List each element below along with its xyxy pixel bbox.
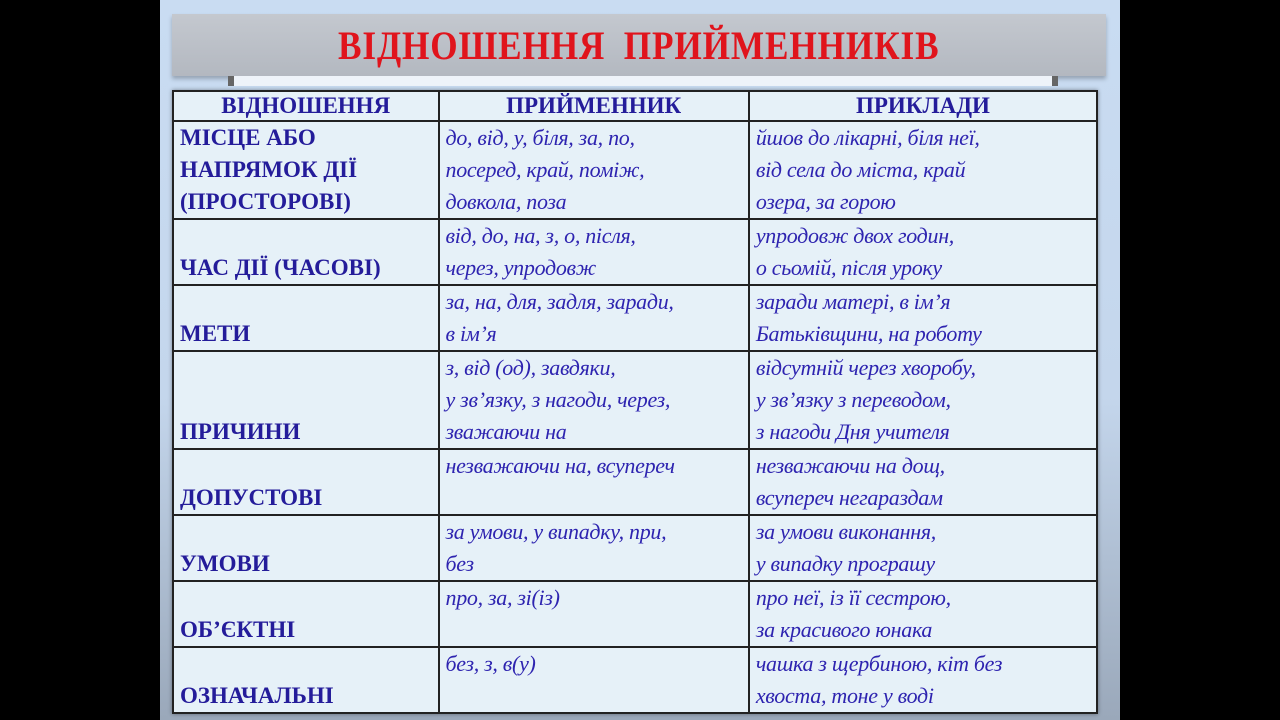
- table-row: [173, 285, 1097, 351]
- cell-line: з, від (од), завдяки,: [445, 355, 616, 380]
- header-examples: ПРИКЛАДИ: [749, 91, 1097, 121]
- preposition-cell: [439, 581, 749, 647]
- relation-cell: [173, 515, 439, 581]
- table-row: [173, 581, 1097, 647]
- cell-line: ДОПУСТОВІ: [180, 485, 323, 510]
- cell-line: ЧАС ДІЇ (ЧАСОВІ): [180, 255, 381, 280]
- cell-line: всупереч негараздам: [755, 485, 943, 510]
- cell-line: без, з, в(у): [445, 651, 536, 676]
- example-cell: [749, 285, 1097, 351]
- cell-line: незважаючи на дощ,: [755, 453, 945, 478]
- cell-line: за умови, у випадку, при,: [445, 519, 667, 544]
- cell-line: про неї, із її сестрою,: [755, 585, 951, 610]
- cell-line: упродовж двох годин,: [755, 223, 955, 248]
- cell-line: від, до, на, з, о, після,: [445, 223, 636, 248]
- table-row: [173, 647, 1097, 713]
- preposition-cell: [439, 449, 749, 515]
- cell-line: довкола, поза: [445, 189, 567, 214]
- table-row: [173, 219, 1097, 285]
- cell-line: у зв’язку, з нагоди, через,: [445, 387, 671, 412]
- example-cell: [749, 219, 1097, 285]
- preposition-cell: [439, 647, 749, 713]
- relation-cell: [173, 449, 439, 515]
- cell-line: від села до міста, край: [755, 157, 966, 182]
- relation-cell: [173, 581, 439, 647]
- cell-line: чашка з щербиною, кіт без: [755, 651, 1003, 676]
- table-header-row: [173, 91, 1097, 121]
- header-relation: ВІДНОШЕННЯ: [173, 91, 439, 121]
- cell-line: в ім’я: [445, 321, 497, 346]
- relation-cell: [173, 647, 439, 713]
- cell-line: МІСЦЕ АБО: [180, 125, 316, 150]
- cell-line: йшов до лікарні, біля неї,: [755, 125, 980, 150]
- cell-line: НАПРЯМОК ДІЇ: [180, 157, 358, 182]
- example-cell: [749, 515, 1097, 581]
- title-banner: [172, 14, 1106, 76]
- preposition-cell: [439, 285, 749, 351]
- cell-line: за, на, для, задля, заради,: [445, 289, 674, 314]
- cell-line: зважаючи на: [445, 419, 567, 444]
- cell-line: посеред, край, поміж,: [445, 157, 645, 182]
- cell-line: у зв’язку з переводом,: [755, 387, 951, 412]
- cell-line: ПРИЧИНИ: [180, 419, 301, 444]
- cell-line: про, за, зі(із): [445, 585, 560, 610]
- table-row: [173, 351, 1097, 449]
- table-row: [173, 515, 1097, 581]
- cell-line: без: [445, 551, 474, 576]
- preposition-cell: [439, 219, 749, 285]
- relation-cell: [173, 121, 439, 219]
- prepositions-table: [172, 90, 1098, 714]
- header-preposition: ПРИЙМЕННИК: [439, 91, 749, 121]
- cell-line: УМОВИ: [180, 551, 270, 576]
- slide: [160, 0, 1120, 720]
- cell-line: через, упродовж: [445, 255, 596, 280]
- slide-title: ВІДНОШЕННЯ ПРИЙМЕННИКІВ: [338, 22, 940, 68]
- banner-shelf: [228, 76, 1058, 86]
- cell-line: за красивого юнака: [755, 617, 933, 642]
- preposition-cell: [439, 515, 749, 581]
- example-cell: [749, 581, 1097, 647]
- cell-line: до, від, у, біля, за, по,: [445, 125, 635, 150]
- table-row: [173, 449, 1097, 515]
- cell-line: МЕТИ: [180, 321, 251, 346]
- cell-line: заради матері, в ім’я: [755, 289, 951, 314]
- preposition-cell: [439, 121, 749, 219]
- relation-cell: [173, 351, 439, 449]
- relation-cell: [173, 285, 439, 351]
- preposition-cell: [439, 351, 749, 449]
- cell-line: Батьківщини, на роботу: [755, 321, 982, 346]
- example-cell: [749, 121, 1097, 219]
- cell-line: о сьомій, після уроку: [755, 255, 942, 280]
- cell-line: за умови виконання,: [755, 519, 937, 544]
- cell-line: з нагоди Дня учителя: [755, 419, 950, 444]
- cell-line: хвоста, тоне у воді: [755, 683, 934, 708]
- cell-line: незважаючи на, всупереч: [445, 453, 675, 478]
- example-cell: [749, 449, 1097, 515]
- cell-line: ОБ’ЄКТНІ: [180, 617, 296, 642]
- cell-line: озера, за горою: [755, 189, 896, 214]
- cell-line: у випадку програшу: [755, 551, 935, 576]
- example-cell: [749, 351, 1097, 449]
- table-row: [173, 121, 1097, 219]
- cell-line: (ПРОСТОРОВІ): [180, 189, 351, 214]
- relation-cell: [173, 219, 439, 285]
- cell-line: відсутній через хворобу,: [755, 355, 976, 380]
- cell-line: ОЗНАЧАЛЬНІ: [180, 683, 334, 708]
- example-cell: [749, 647, 1097, 713]
